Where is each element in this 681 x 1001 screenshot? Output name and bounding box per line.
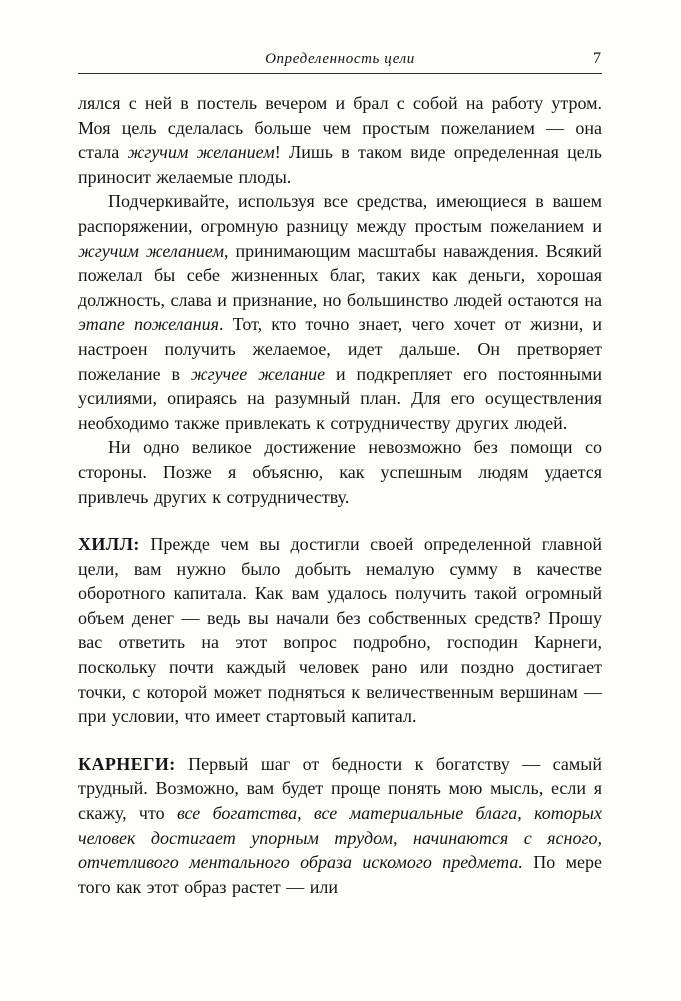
text-run: Первый шаг от бедности к богатству — самый трудный. Возможно, вам будет проще понять мою мысль, если я скажу, что (78, 753, 602, 824)
page-number: 7 (593, 50, 601, 67)
text-run: Ни одно великое достижение невозможно без помощи со стороны. Позже я объясню, как успешным людям удается привлечь других к сотрудничеству. (78, 437, 602, 507)
paragraph (78, 189, 602, 435)
paragraph (78, 91, 602, 189)
text-run: Прежде чем вы достигли своей определенной главной цели, вам нужно было добыть немалую сумму в качестве оборотного капитала. Как вам удалось получить такой огромный объем денег — ведь вы начали без собственных средств? Прошу вас ответить на этот вопрос подробно, господин Карнеги, поскольку почти каждый человек рано или поздно достигает точки, с которой может подняться к величественным вершинам — при условии, что имеет стартовый капитал. (78, 534, 602, 727)
running-header (78, 50, 602, 73)
paragraph (78, 435, 602, 509)
text-run: , принимающим масштабы наваждения. Всякий пожелал бы себе жизненных благ, таких как деньги, хорошая должность, слава и признание, но большинство людей остаются на (78, 240, 602, 310)
text-run: жгучим желанием (78, 240, 224, 261)
header-rule (78, 73, 602, 74)
text-run: и подкрепляет его постоянными усилиями, опираясь на разумный план. Для его осуществления необходимо также привлекать к сотрудничеству других людей. (78, 363, 602, 433)
text-run: Подчеркивайте, используя все средства, имеющиеся в вашем распоряжении, огромную разницу между простым пожеланием и (78, 191, 602, 236)
text-run: лялся с ней в постель вечером и брал с собой на работу утром. Моя цель сделалась больше чем простым пожеланием — она стала (78, 93, 602, 163)
text-run: ХИЛЛ: (78, 534, 140, 555)
text-run: КАРНЕГИ: (78, 753, 176, 774)
page-body (78, 91, 602, 899)
text-run: По мере того как этот образ растет — или (78, 852, 602, 897)
running-header-title: Определенность цели (265, 51, 415, 67)
paragraph (78, 532, 602, 729)
text-run: все богатства, все материальные блага, которых человек достигает упорным трудом, начинаются с ясного, отчетливого ментального образа искомого предмета. (78, 803, 602, 873)
paragraph (78, 752, 602, 900)
text-run: жгучим желанием (127, 142, 275, 163)
text-run: . Тот, кто точно знает, чего хочет от жизни, и настроен получить желаемое, идет дальше. Он претворяет пожелание в (78, 314, 603, 384)
text-run: этапе пожелания (78, 314, 220, 335)
text-run: ! Лишь в таком виде определенная цель приносит желаемые плоды. (78, 142, 602, 187)
text-run: жгучее желание (190, 363, 326, 384)
